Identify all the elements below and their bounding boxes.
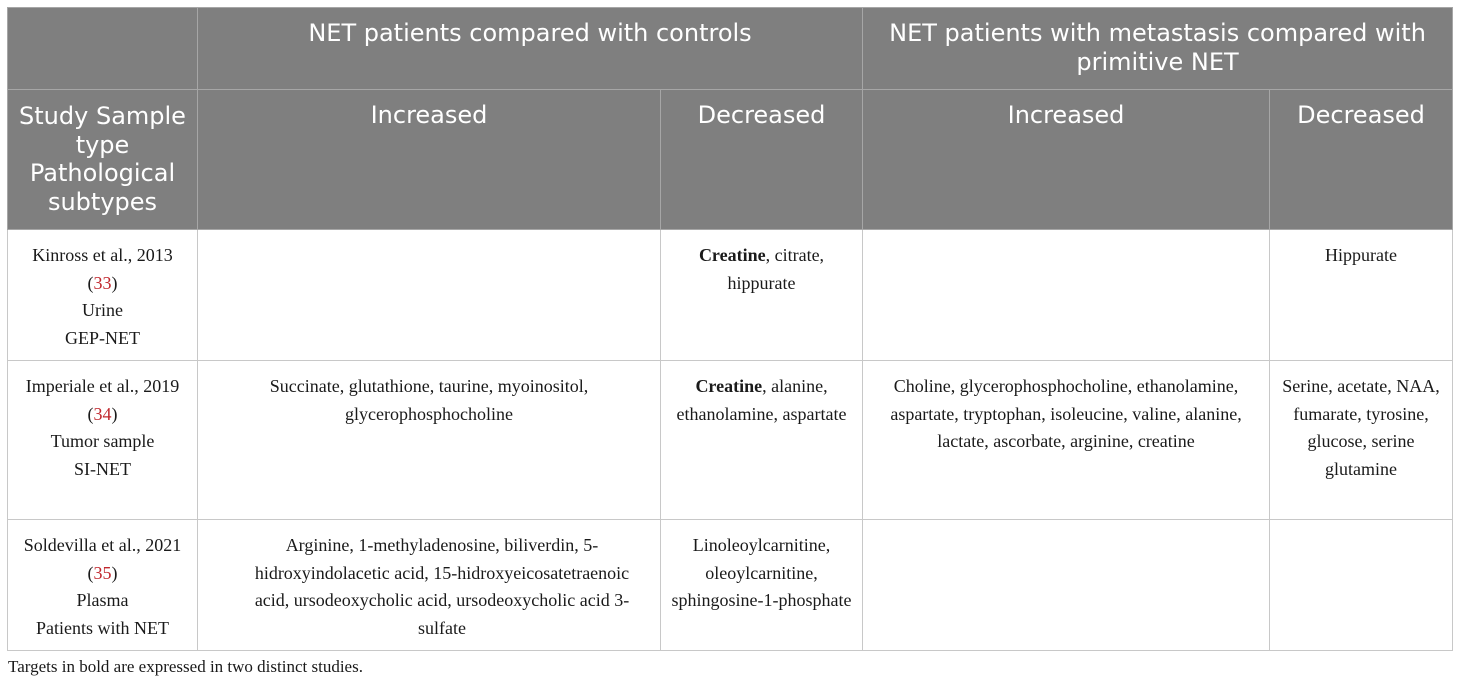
table-row [8,230,1453,361]
pathological-subtype: SI-NET [74,458,131,479]
decreased-controls-cell: Linoleoylcarnitine, oleoylcarnitine, sphingosine-1-phosphate [661,520,863,651]
decreased-controls-cell: Creatine, citrate, hippurate [661,230,863,361]
pathological-subtype: GEP-NET [65,327,140,348]
col-header-increased-controls: Increased [198,90,661,230]
table-row [8,361,1453,520]
reference-link[interactable]: 33 [93,272,112,293]
increased-metastasis-cell: Choline, glycerophosphocholine, ethanolamine, aspartate, tryptophan, isoleucine, valine, alanine, lactate, ascorbate, arginine, creatine [863,361,1270,520]
decreased-metastasis-cell [1270,520,1453,651]
study-citation: Soldevilla et al., 2021 (35) [23,535,182,583]
bold-target: Creatine [698,245,766,265]
group-header-metastasis: NET patients with metastasis compared with primitive NET [863,8,1453,90]
decreased-metastasis-cell: Hippurate [1270,230,1453,361]
row-header-label [8,90,198,230]
study-cell [8,361,198,520]
study-cell [8,520,198,651]
table-row [8,520,1453,651]
decreased-controls-cell: Creatine, alanine, ethanolamine, aspartate [661,361,863,520]
table-footnote: Targets in bold are expressed in two distinct studies. [8,657,363,676]
column-header-row [8,90,1453,230]
row-header-label-text: Study Sample type Pathological subtypes [19,102,186,216]
pathological-subtype: Patients with NET [36,617,169,638]
study-citation: Kinross et al., 2013 (33) [32,245,173,293]
reference-link[interactable]: 34 [93,403,112,424]
group-header-row [8,8,1453,90]
reference-link[interactable]: 35 [93,562,112,583]
sample-type: Urine [82,300,123,320]
sample-type: Tumor sample [50,431,155,451]
bold-target: Creatine [695,376,763,396]
study-citation: Imperiale et al., 2019 (34) [25,376,180,424]
col-header-decreased-controls: Decreased [661,90,863,230]
group-header-controls: NET patients compared with controls [198,8,863,90]
increased-metastasis-cell [863,230,1270,361]
increased-controls-cell: Arginine, 1-methyladenosine, biliverdin, 5-hidroxyindolacetic acid, 15-hidroxyeicosatetraenoic acid, ursodeoxycholic acid, ursodeoxycholic acid 3-sulfate [198,520,661,651]
metabolite-table [7,7,1453,651]
increased-metastasis-cell [863,520,1270,651]
metabolite-table-container [7,7,1452,651]
increased-controls-cell: Succinate, glutathione, taurine, myoinositol, glycerophosphocholine [198,361,661,520]
empty-corner-cell [8,8,198,90]
increased-controls-cell [198,230,661,361]
study-cell [8,230,198,361]
col-header-increased-metastasis: Increased [863,90,1270,230]
sample-type: Plasma [76,590,129,610]
decreased-metastasis-cell: Serine, acetate, NAA, fumarate, tyrosine, glucose, serine glutamine [1270,361,1453,520]
col-header-decreased-metastasis: Decreased [1270,90,1453,230]
